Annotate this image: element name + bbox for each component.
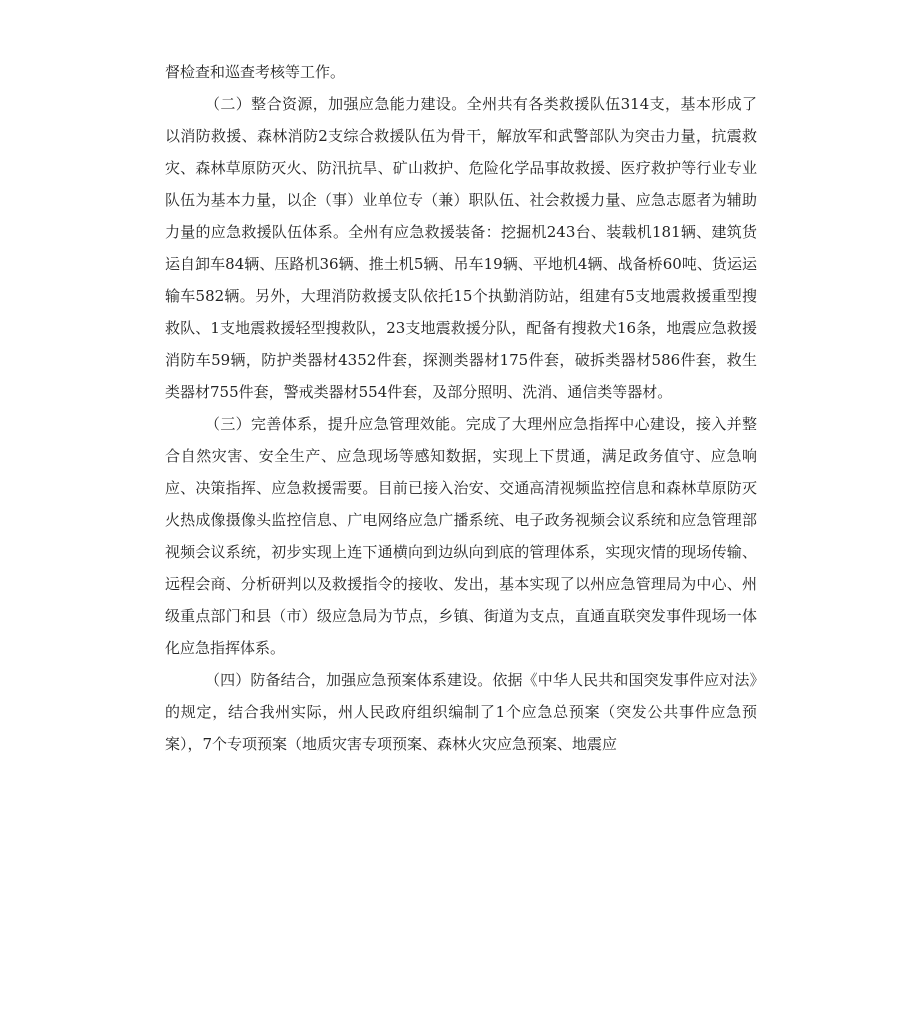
paragraph-emergency-capability: （二）整合资源，加强应急能力建设。全州共有各类救援队伍314支，基本形成了以消防救援、森林消防2支综合救援队伍为骨干，解放军和武警部队为突击力量，抗震救灾、森林草原防灭火、防汛抗旱、矿山救护、危险化学品事故救援、医疗救护等行业专业队伍为基本力量，以企（事）业单位专（兼）职队伍、社会救援力量、应急志愿者为辅助力量的应急救援队伍体系。全州有应急救援装备：挖掘机243台、装载机181辆、建筑货运自卸车84辆、压路机36辆、推土机5辆、吊车19辆、平地机4辆、战备桥60吨、货运运输车582辆。另外，大理消防救援支队依托15个执勤消防站，组建有5支地震救援重型搜救队、1支地震救援轻型搜救队，23支地震救援分队，配备有搜救犬16条，地震应急救援消防车59辆，防护类器材4352件套，探测类器材175件套，破拆类器材586件套，救生类器材755件套，警戒类器材554件套，及部分照明、洗消、通信类等器材。 <box>165 95 757 401</box>
document-body <box>165 56 757 760</box>
paragraph-continuation: 督检查和巡查考核等工作。 <box>165 63 346 81</box>
paragraph-management-system: （三）完善体系，提升应急管理效能。完成了大理州应急指挥中心建设，接入并整合自然灾害、安全生产、应急现场等感知数据，实现上下贯通，满足政务值守、应急响应、决策指挥、应急救援需要。目前已接入治安、交通高清视频监控信息和森林草原防灭火热成像摄像头监控信息、广电网络应急广播系统、电子政务视频会议系统和应急管理部视频会议系统，初步实现上连下通横向到边纵向到底的管理体系，实现灾情的现场传输、远程会商、分析研判以及救援指令的接收、发出，基本实现了以州应急管理局为中心、州级重点部门和县（市）级应急局为节点，乡镇、街道为支点，直通直联突发事件现场一体化应急指挥体系。 <box>165 415 757 657</box>
paragraph-contingency-plans: （四）防备结合，加强应急预案体系建设。依据《中华人民共和国突发事件应对法》的规定，结合我州实际，州人民政府组织编制了1个应急总预案（突发公共事件应急预案），7个专项预案（地质灾害专项预案、森林火灾应急预案、地震应 <box>165 671 757 753</box>
